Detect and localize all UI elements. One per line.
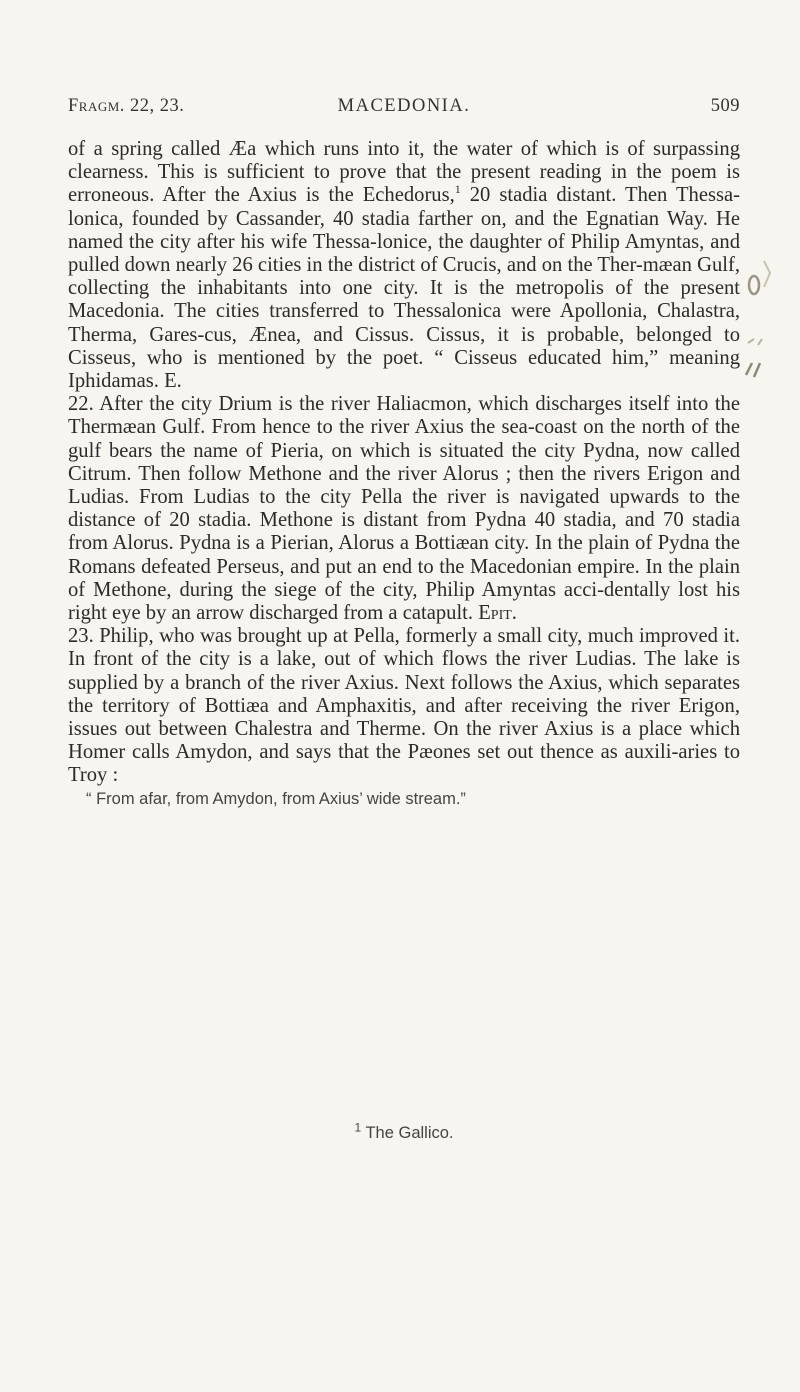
paragraph-23 <box>68 625 740 787</box>
main-text <box>68 138 740 810</box>
fragment-reference: Fragm. 22, 23. <box>68 96 185 116</box>
chapter-title: MACEDONIA. <box>337 96 471 116</box>
paragraph-continuation <box>68 138 740 393</box>
margin-annotation-marks <box>742 255 800 395</box>
paragraph-22 <box>68 393 740 625</box>
paragraph-text: 20 stadia distant. Then Thessa-lonica, founded by Cassander, 40 stadia farther on, and the Egnatian Way. He named the city after his wife Thessa-lonice, the daughter of Philip Amyntas, and pulled down nearly 26 cities in the district of Crucis, and on the Ther-mæan Gulf, collecting the inhabitants into one city. It is the metropolis of the present Macedonia. The cities transferred to Thessalonica were Apollonia, Chalastra, Therma, Gares-cus, Ænea, and Cissus. Cissus, it is probable, belonged to Cisseus, who is mentioned by the poet. “ Cisseus educated him,” meaning Iphidamas. <box>68 184 740 393</box>
footnote-marker: 1 <box>454 182 461 197</box>
paragraph-text: 22. After the city Drium is the river Haliacmon, which discharges itself into the Thermæan Gulf. From hence to the river Axius the sea-coast on the north of the gulf bears the name of Pieria, on which is situated the city Pydna, now called Citrum. Then follow Methone and the river Alorus ; then the rivers Erigon and Ludias. From Ludias to the city Pella the river is navigated upwards to the distance of 20 stadia. Methone is distant from Pydna 40 stadia, and 70 stadia from Alorus. Pydna is a Pierian, Alorus a Bottiæan city. In the plain of Pydna the Romans defeated Perseus, and put an end to the Macedonian empire. In the plain of Methone, during the siege of the city, Philip Amyntas acci-dentally lost his right eye by an arrow discharged from a catapult. <box>68 393 740 625</box>
paragraph-text: of a spring called Æa which runs into it, the water of which is of surpassing clearness. This is sufficient to prove that the present reading in the poem is erroneous. After the Axius is the Echedorus, <box>68 138 740 207</box>
source-signature: Epit. <box>478 602 517 625</box>
footnote-number: 1 <box>354 1120 362 1135</box>
footnote-text: The Gallico. <box>365 1124 454 1142</box>
footnote <box>68 1120 740 1143</box>
paragraph-text: 23. Philip, who was brought up at Pella, formerly a small city, much improved it. In front of the city is a lake, out of which flows the river Ludias. The lake is supplied by a branch of the river Axius. Next follows the Axius, which separates the territory of Bottiæa and Amphaxitis, and after receiving the river Erigon, issues out between Chalestra and Therme. On the river Axius is a place which Homer calls Amydon, and says that the Pæones set out thence as auxili-aries to Troy : <box>68 625 740 787</box>
source-signature: E. <box>164 370 182 393</box>
verse-quotation: “ From afar, from Amydon, from Axius’ wide stream.” <box>86 789 466 808</box>
running-head <box>68 96 740 124</box>
page-number: 509 <box>710 96 740 116</box>
